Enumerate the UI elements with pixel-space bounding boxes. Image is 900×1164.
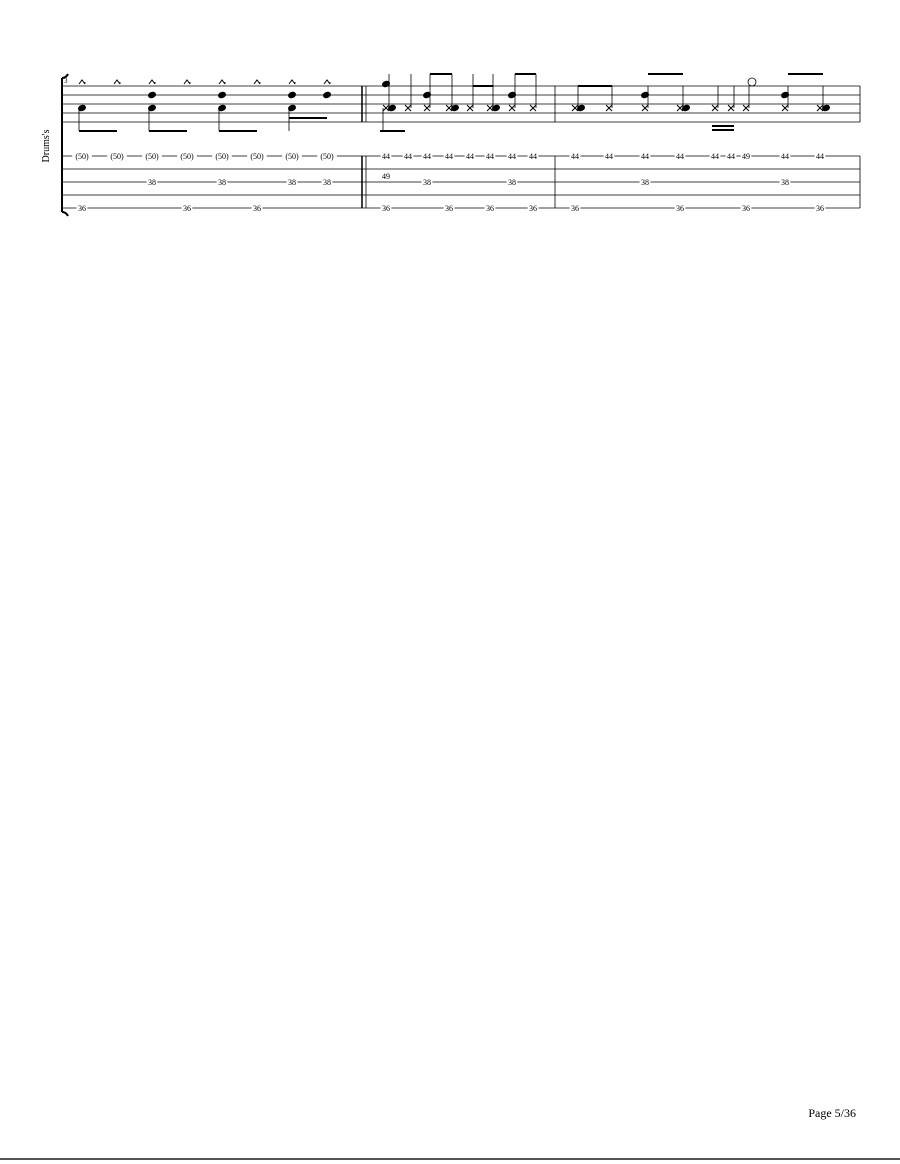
tab-number: (50) — [145, 152, 159, 161]
tab-number: 44 — [508, 152, 516, 161]
open-hihat-mark — [748, 78, 756, 86]
tab-number: 44 — [571, 152, 579, 161]
tab-number: (50) — [250, 152, 264, 161]
tab-number: 36 — [253, 204, 261, 213]
tab-number: 49 — [742, 152, 750, 161]
cymbal-note-head — [79, 80, 85, 84]
tab-number: 44 — [605, 152, 613, 161]
cymbal-note-head — [254, 80, 260, 84]
tab-number: 44 — [641, 152, 649, 161]
tab-numbers — [72, 152, 825, 213]
tab-number: 36 — [445, 204, 453, 213]
measure-number: 3 — [64, 77, 68, 85]
tab-number: (50) — [110, 152, 124, 161]
x-note-head — [405, 105, 411, 111]
tab-number: (50) — [180, 152, 194, 161]
tab-number: 44 — [404, 152, 412, 161]
x-note-head — [642, 105, 648, 111]
notation-staff — [62, 86, 860, 122]
tab-number: 44 — [816, 152, 824, 161]
tab-number: 38 — [641, 178, 649, 187]
tab-number: 44 — [676, 152, 684, 161]
tab-number: 36 — [529, 204, 537, 213]
tab-number: (50) — [215, 152, 229, 161]
tab-number: 44 — [529, 152, 537, 161]
cymbal-note-head — [149, 80, 155, 84]
cymbal-note-head — [184, 80, 190, 84]
tab-number: 36 — [676, 204, 684, 213]
tab-number: 38 — [148, 178, 156, 187]
note-head — [323, 91, 332, 98]
cymbal-note-head — [219, 80, 225, 84]
tab-number: 44 — [423, 152, 431, 161]
tab-number: 44 — [445, 152, 453, 161]
tab-number: 36 — [78, 204, 86, 213]
tab-number: 38 — [423, 178, 431, 187]
x-note-head — [606, 105, 612, 111]
tab-number: 38 — [508, 178, 516, 187]
note-head — [218, 91, 227, 98]
instrument-label: Drums's — [41, 129, 52, 163]
tab-number: 36 — [183, 204, 191, 213]
note-head — [288, 91, 297, 98]
x-note-head — [530, 105, 536, 111]
note-head — [148, 91, 157, 98]
tab-staff — [62, 156, 860, 208]
tab-number: 36 — [486, 204, 494, 213]
tab-number: 44 — [466, 152, 474, 161]
tab-number: 38 — [288, 178, 296, 187]
x-note-head — [743, 105, 749, 111]
page-number: Page 5/36 — [808, 1106, 856, 1120]
page-bottom-rule — [0, 1158, 900, 1160]
x-note-head — [728, 105, 734, 111]
tab-number: 36 — [816, 204, 824, 213]
tab-number: 44 — [382, 152, 390, 161]
cymbal-note-head — [114, 80, 120, 84]
x-note-head — [467, 105, 473, 111]
tab-number: 36 — [571, 204, 579, 213]
tab-number: 36 — [382, 204, 390, 213]
notation-notes — [78, 74, 831, 131]
x-note-head — [782, 105, 788, 111]
cymbal-note-head — [289, 80, 295, 84]
x-note-head — [424, 105, 430, 111]
tab-number: 49 — [382, 172, 390, 181]
tab-number: 44 — [727, 152, 735, 161]
x-note-head — [712, 105, 718, 111]
cymbal-note-head — [324, 80, 330, 84]
tab-number: 38 — [323, 178, 331, 187]
tab-number: (50) — [285, 152, 299, 161]
tab-number: (50) — [75, 152, 89, 161]
tab-number: 38 — [218, 178, 226, 187]
drum-score-system — [0, 0, 900, 240]
tab-number: 44 — [781, 152, 789, 161]
tab-number: (50) — [320, 152, 334, 161]
tab-number: 38 — [781, 178, 789, 187]
tab-number: 44 — [711, 152, 719, 161]
x-note-head — [509, 105, 515, 111]
tab-number: 44 — [486, 152, 494, 161]
tab-number: 36 — [742, 204, 750, 213]
